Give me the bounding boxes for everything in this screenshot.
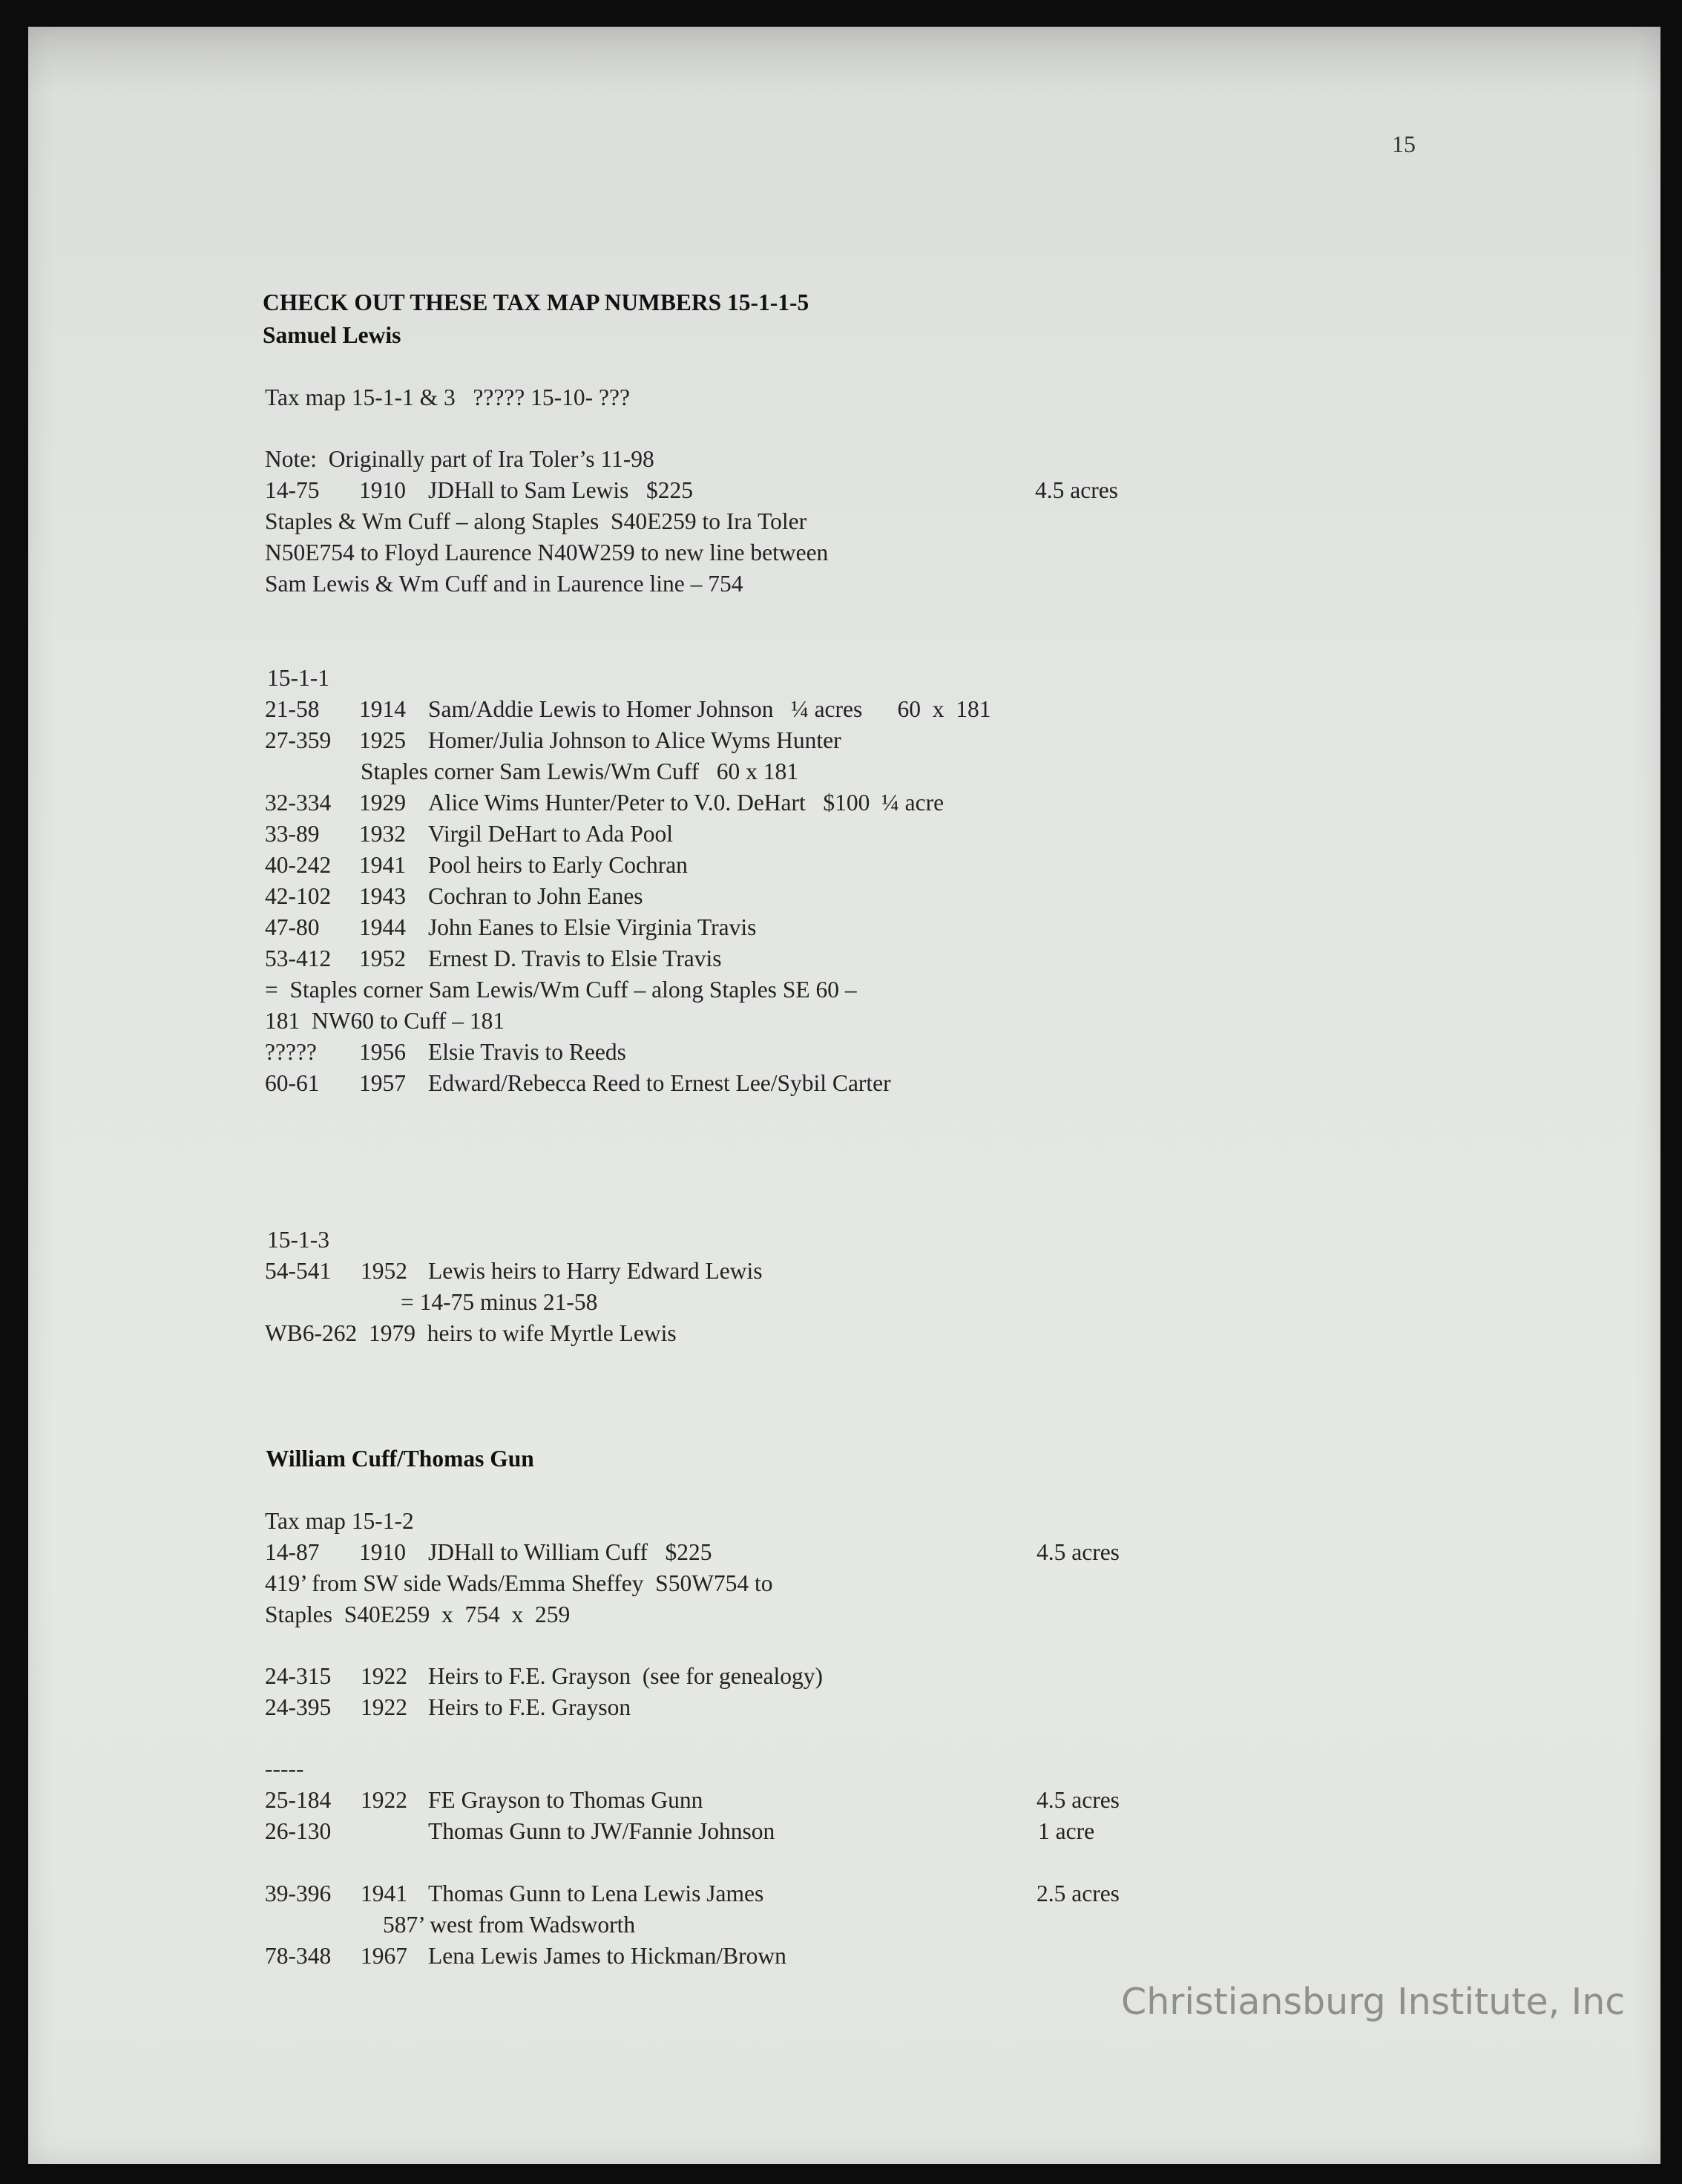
record-year: 1952: [359, 945, 406, 971]
record-year: 1929: [359, 790, 406, 816]
separator: -----: [265, 1756, 304, 1782]
note-line: Note: Originally part of Ira Toler’s 11-98: [265, 446, 654, 472]
record-desc: FE Grayson to Thomas Gunn: [428, 1787, 703, 1813]
watermark: Christiansburg Institute, Inc: [1121, 1981, 1626, 2023]
deed-acres: 4.5 acres: [1035, 477, 1118, 503]
record-desc: Staples corner Sam Lewis/Wm Cuff 60 x 181: [361, 758, 798, 784]
record-desc: Thomas Gunn to JW/Fannie Johnson: [428, 1818, 775, 1844]
record-year: 1967: [361, 1943, 407, 1969]
record-ref: 53-412: [265, 945, 332, 971]
record-ref: 26-130: [265, 1818, 332, 1844]
record-acres: 4.5 acres: [1037, 1787, 1120, 1813]
record-ref: 21-58: [265, 696, 320, 722]
record-ref: 78-348: [265, 1943, 332, 1969]
record-desc: Heirs to F.E. Grayson (see for genealogy): [428, 1663, 823, 1689]
deed-acres: 4.5 acres: [1037, 1539, 1120, 1565]
record-ref: ?????: [265, 1039, 317, 1065]
section-title-william-cuff: William Cuff/Thomas Gun: [266, 1446, 534, 1472]
page-heading: CHECK OUT THESE TAX MAP NUMBERS 15-1-1-5: [263, 289, 809, 315]
record-desc: Lena Lewis James to Hickman/Brown: [428, 1943, 786, 1969]
record-acres: 2.5 acres: [1037, 1880, 1120, 1906]
record-ref: 33-89: [265, 821, 320, 847]
record-ref: 60-61: [265, 1070, 320, 1096]
deed-year: 1910: [359, 477, 406, 503]
desc-line: 419’ from SW side Wads/Emma Sheffey S50W754 to: [265, 1570, 773, 1596]
record-ref: 24-315: [265, 1663, 332, 1689]
record-year: 1922: [361, 1787, 407, 1813]
deed-year: 1910: [359, 1539, 406, 1565]
boundary-line: = Staples corner Sam Lewis/Wm Cuff – along Staples SE 60 –: [265, 977, 857, 1003]
record-desc: Virgil DeHart to Ada Pool: [428, 821, 673, 847]
desc-line: N50E754 to Floyd Laurence N40W259 to new line between: [265, 540, 829, 565]
record-desc: Cochran to John Eanes: [428, 883, 643, 909]
record-desc: Edward/Rebecca Reed to Ernest Lee/Sybil Carter: [428, 1070, 891, 1096]
record-year: 1922: [361, 1663, 407, 1689]
record-desc: Sam/Addie Lewis to Homer Johnson ¼ acres 60 x 181: [428, 696, 991, 722]
record-desc: Elsie Travis to Reeds: [428, 1039, 626, 1065]
record-ref: 42-102: [265, 883, 332, 909]
deed-desc: JDHall to Sam Lewis $225: [428, 477, 693, 503]
record-ref: 47-80: [265, 914, 320, 940]
record-year: 1925: [359, 727, 406, 753]
tax-map-line: Tax map 15-1-1 & 3 ????? 15-10- ???: [265, 384, 630, 410]
record-year: 1914: [359, 696, 406, 722]
record-ref: 54-541: [265, 1258, 332, 1284]
page-number: 15: [1392, 131, 1416, 157]
record-desc: Lewis heirs to Harry Edward Lewis: [428, 1258, 763, 1284]
record-ref: 27-359: [265, 727, 332, 753]
record-ref: 32-334: [265, 790, 332, 816]
desc-line: Staples S40E259 x 754 x 259: [265, 1601, 571, 1627]
deed-ref: 14-75: [265, 477, 320, 503]
record-ref: 39-396: [265, 1880, 332, 1906]
desc-line: Sam Lewis & Wm Cuff and in Laurence line – 754: [265, 571, 743, 597]
parcel-label: 15-1-1: [267, 665, 329, 691]
record-year: 1956: [359, 1039, 406, 1065]
record-year: 1943: [359, 883, 406, 909]
record-line: WB6-262 1979 heirs to wife Myrtle Lewis: [265, 1320, 677, 1346]
section-title-samuel-lewis: Samuel Lewis: [263, 322, 401, 348]
record-year: 1952: [361, 1258, 407, 1284]
record-ref: 24-395: [265, 1694, 332, 1720]
record-desc: John Eanes to Elsie Virginia Travis: [428, 914, 757, 940]
record-year: 1944: [359, 914, 406, 940]
deed-ref: 14-87: [265, 1539, 320, 1565]
parcel-label: 15-1-3: [267, 1227, 329, 1253]
record-desc: Heirs to F.E. Grayson: [428, 1694, 631, 1720]
record-desc: Alice Wims Hunter/Peter to V.0. DeHart $100 ¼ acre: [428, 790, 945, 816]
record-acres: 1 acre: [1038, 1818, 1095, 1844]
record-year: 1957: [359, 1070, 406, 1096]
record-year: 1922: [361, 1694, 407, 1720]
desc-line: Staples & Wm Cuff – along Staples S40E259 to Ira Toler: [265, 508, 807, 534]
record-year: 1941: [359, 852, 406, 878]
record-year: 1941: [361, 1880, 407, 1906]
record-desc: Thomas Gunn to Lena Lewis James: [428, 1880, 764, 1906]
paper-crease: [28, 27, 1660, 94]
record-desc: Pool heirs to Early Cochran: [428, 852, 688, 878]
record-desc: Ernest D. Travis to Elsie Travis: [428, 945, 722, 971]
record-ref: 40-242: [265, 852, 332, 878]
record-ref: 25-184: [265, 1787, 332, 1813]
record-desc: Homer/Julia Johnson to Alice Wyms Hunter: [428, 727, 841, 753]
boundary-line: 181 NW60 to Cuff – 181: [265, 1008, 505, 1034]
record-note: = 14-75 minus 21-58: [401, 1289, 598, 1315]
record-note: 587’ west from Wadsworth: [383, 1912, 636, 1938]
record-year: 1932: [359, 821, 406, 847]
deed-desc: JDHall to William Cuff $225: [428, 1539, 712, 1565]
tax-map-line: Tax map 15-1-2: [265, 1508, 414, 1534]
